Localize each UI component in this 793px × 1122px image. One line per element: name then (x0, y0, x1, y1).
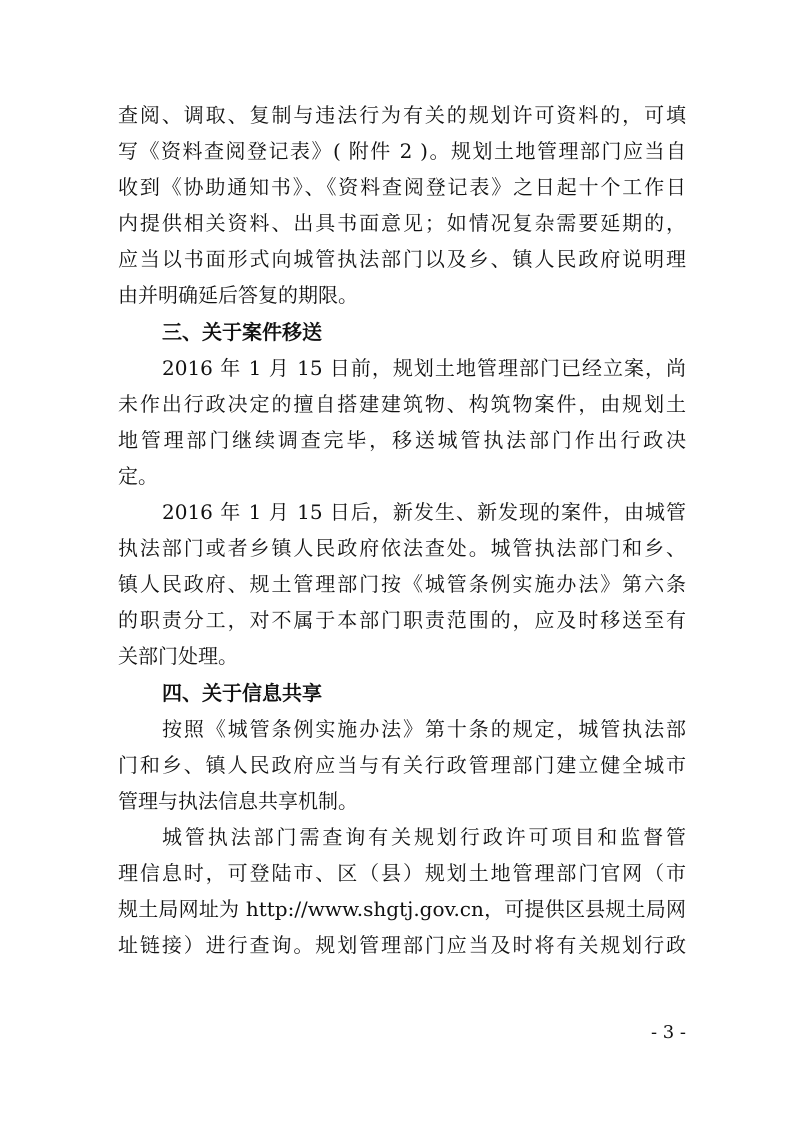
body-line-20: 管理与执法信息共享机制。 (118, 788, 358, 813)
body-line-3: 收到《协助通知书》、《资料查阅登记表》之日起十个工作日 (118, 175, 686, 200)
body-line-22: 理信息时，可登陆市、区（县）规划土地管理部门官网（市 (118, 860, 686, 885)
body-line-12: 2016 年 1 月 15 日后，新发生、新发现的案件，由城管 (162, 500, 686, 525)
body-line-14: 镇人民政府、规土管理部门按《城管条例实施办法》第六条 (118, 572, 686, 597)
body-line-21: 城管执法部门需查询有关规划行政许可项目和监督管 (162, 824, 686, 849)
body-line-24: 址链接）进行查询。规划管理部门应当及时将有关规划行政 (118, 933, 686, 958)
body-line-18: 按照《城管条例实施办法》第十条的规定，城管执法部 (162, 716, 686, 741)
body-line-10: 地管理部门继续调查完毕，移送城管执法部门作出行政决 (118, 427, 686, 452)
section-heading-info-sharing: 四、关于信息共享 (162, 680, 322, 705)
body-line-19: 门和乡、镇人民政府应当与有关行政管理部门建立健全城市 (118, 752, 686, 777)
document-body (118, 97, 686, 963)
section-heading-case-transfer: 三、关于案件移送 (162, 319, 322, 344)
body-line-5: 应当以书面形式向城管执法部门以及乡、镇人民政府说明理 (118, 247, 686, 272)
body-line-8: 2016 年 1 月 15 日前，规划土地管理部门已经立案，尚 (162, 355, 686, 380)
body-line-9: 未作出行政决定的擅自搭建建筑物、构筑物案件，由规划土 (118, 391, 686, 416)
body-line-13: 执法部门或者乡镇人民政府依法查处。城管执法部门和乡、 (118, 536, 686, 561)
body-line-23: 规土局网址为 http://www.shgtj.gov.cn，可提供区县规土局网 (118, 897, 686, 922)
body-line-16: 关部门处理。 (118, 644, 238, 669)
body-line-15: 的职责分工，对不属于本部门职责范围的，应及时移送至有 (118, 608, 686, 633)
page-number: - 3 - (650, 1022, 686, 1043)
body-line-2: 写《资料查阅登记表》( 附件 2 )。规划土地管理部门应当自 (118, 139, 686, 164)
body-line-11: 定。 (118, 463, 158, 488)
body-line-1: 查阅、调取、复制与违法行为有关的规划许可资料的，可填 (118, 103, 686, 127)
body-line-4: 内提供相关资料、出具书面意见；如情况复杂需要延期的， (118, 211, 686, 236)
body-line-6: 由并明确延后答复的期限。 (118, 283, 358, 308)
